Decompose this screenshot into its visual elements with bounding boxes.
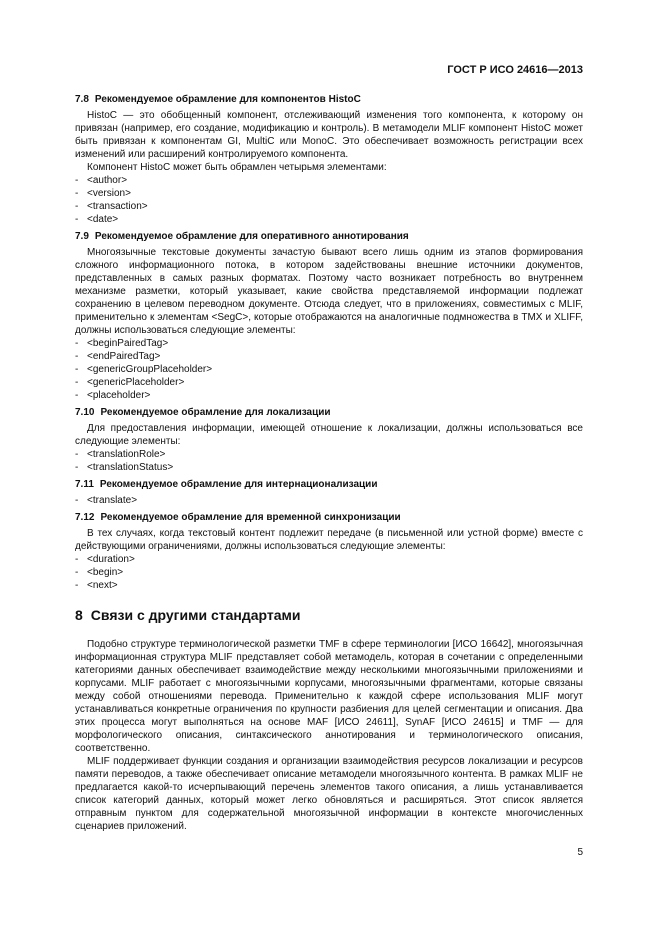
list-item-text: <placeholder> xyxy=(87,390,151,401)
list-item-text: <date> xyxy=(87,214,119,225)
section-title: Рекомендуемое обрамление для интернационализации xyxy=(99,479,378,490)
section-title: Рекомендуемое обрамление для временной синхронизации xyxy=(100,512,401,523)
paragraph: Компонент HistoC может быть обрамлен четырьмя элементами: xyxy=(87,162,387,173)
element-list xyxy=(75,174,583,226)
section-heading xyxy=(75,93,583,106)
list-item: - <transaction> xyxy=(75,201,148,212)
list-item-text: <duration> xyxy=(87,554,135,565)
list-item-text: <genericGroupPlaceholder> xyxy=(87,364,213,375)
list-item: - <placeholder> xyxy=(75,390,151,401)
element-list xyxy=(75,337,583,402)
section-7-10 xyxy=(75,406,583,474)
page-number: 5 xyxy=(577,847,583,858)
list-item: - <version> xyxy=(75,188,131,199)
chapter-title: Связи с другими стандартами xyxy=(90,607,301,623)
section-title: Рекомендуемое обрамление для компонентов HistoC xyxy=(94,94,361,105)
list-item: - <genericGroupPlaceholder> xyxy=(75,364,213,375)
section-number: 7.9 xyxy=(75,231,89,242)
list-item-text: <endPairedTag> xyxy=(87,351,161,362)
section-8 xyxy=(75,606,583,833)
element-list xyxy=(75,448,583,474)
chapter-number: 8 xyxy=(75,607,83,623)
section-7-11 xyxy=(75,478,583,507)
chapter-heading xyxy=(75,606,583,624)
paragraph: HistoC — это обобщенный компонент, отслеживающий изменения того компонента, к которому он привязан (например, его создание, модификацию и контроль). В метамодели MLIF компонент HistoC может быть привязан к компонентам GI, MultiC или MonoC. Это обеспечивает возможность регистрации всех изменений или расширений контролируемого компонента. xyxy=(75,110,583,160)
paragraph: Многоязычные текстовые документы зачастую бывают всего лишь одним из этапов формирования сложного информационного потока, в котором задействованы внешние источники документов, представленных в самых разных форматах. Поэтому часто возникает потребность во внутреннем механизме разметки, который указывает, какие свойства представляемой информации подлежат сохранению в целевом переводном документе. Отсюда следует, что в приложениях, совместимых с MLIF, применительно к элементам <SegC>, которые отображаются на аналогичные подмножества в TMX и XLIFF, должны использоваться следующие элементы: xyxy=(75,247,583,336)
section-number: 7.10 xyxy=(75,407,95,418)
section-heading xyxy=(75,230,583,243)
list-item: - <beginPairedTag> xyxy=(75,338,169,349)
list-item-text: <translationRole> xyxy=(87,449,166,460)
section-number: 7.12 xyxy=(75,512,95,523)
page-body xyxy=(75,93,583,833)
document-header: ГОСТ Р ИСО 24616—2013 xyxy=(447,64,583,76)
element-list xyxy=(75,553,583,592)
list-item-text: <beginPairedTag> xyxy=(87,338,169,349)
section-heading xyxy=(75,406,583,419)
section-7-8 xyxy=(75,93,583,226)
section-title: Рекомендуемое обрамление для оперативного аннотирования xyxy=(94,231,409,242)
section-number: 7.8 xyxy=(75,94,89,105)
list-item-text: <begin> xyxy=(87,567,124,578)
section-heading xyxy=(75,478,583,491)
section-number: 7.11 xyxy=(75,479,94,490)
paragraph: Подобно структуре терминологической разметки TMF в сфере терминологии [ИСО 16642], многоязычная информационная структура MLIF представляет собой метамодель, которая в сочетании с определенными категориями данных обеспечивает взаимодействие между несколькими многоязычными приложениями и корпусами. MLIF работает с многоязычными корпусами, многоязычными фрагментами, которые связаны между собой отношениями перевода. Применительно к каждой сфере использования MLIF могут устанавливаться конкретные ограничения по крупности разбиения для целей сегментации и описания. Два этих процесса могут выполняться на основе MAF [ИСО 24611], SynAF [ИСО 24615] и TMF — для морфологического описания, синтаксического аннотирования и терминологического описания, соответственно. xyxy=(75,639,583,754)
list-item: - <translationRole> xyxy=(75,449,166,460)
list-item-text: <genericPlaceholder> xyxy=(87,377,185,388)
list-item: - <duration> xyxy=(75,554,135,565)
paragraph: MLIF поддерживает функции создания и организации взаимодействия ресурсов локализации и ресурсов памяти переводов, а также обеспечивает описание метамодели многоязычного контента. В рамках MLIF не предлагается какой-то исчерпывающий перечень элементов такого описания, а лишь устанавливается список категорий данных, который может легко обновляться и расширяться. Этот список является отправным пунктом для содержательной многоязычной информации в контексте многочисленных сценариев приложений. xyxy=(75,756,583,832)
paragraph: В тех случаях, когда текстовый контент подлежит передаче (в письменной или устной форме) вместе с действующими ограничениями, должны использоваться следующие элементы: xyxy=(75,528,583,552)
list-item: - <genericPlaceholder> xyxy=(75,377,185,388)
paragraph: Для предоставления информации, имеющей отношение к локализации, должны использоваться все следующие элементы: xyxy=(75,423,583,447)
list-item: - <next> xyxy=(75,580,118,591)
list-item-text: <author> xyxy=(87,175,128,186)
list-item: - <endPairedTag> xyxy=(75,351,161,362)
list-item-text: <translationStatus> xyxy=(87,462,174,473)
list-item-text: <transaction> xyxy=(87,201,148,212)
list-item: - <date> xyxy=(75,214,119,225)
list-item: - <begin> xyxy=(75,567,124,578)
section-heading xyxy=(75,511,583,524)
list-item-text: <translate> xyxy=(87,495,138,506)
section-title: Рекомендуемое обрамление для локализации xyxy=(100,407,331,418)
list-item: - <translationStatus> xyxy=(75,462,174,473)
section-7-9 xyxy=(75,230,583,402)
list-item-text: <next> xyxy=(87,580,118,591)
section-7-12 xyxy=(75,511,583,592)
list-item: - <author> xyxy=(75,175,128,186)
list-item-text: <version> xyxy=(87,188,131,199)
element-list xyxy=(75,494,583,507)
list-item: - <translate> xyxy=(75,495,138,506)
